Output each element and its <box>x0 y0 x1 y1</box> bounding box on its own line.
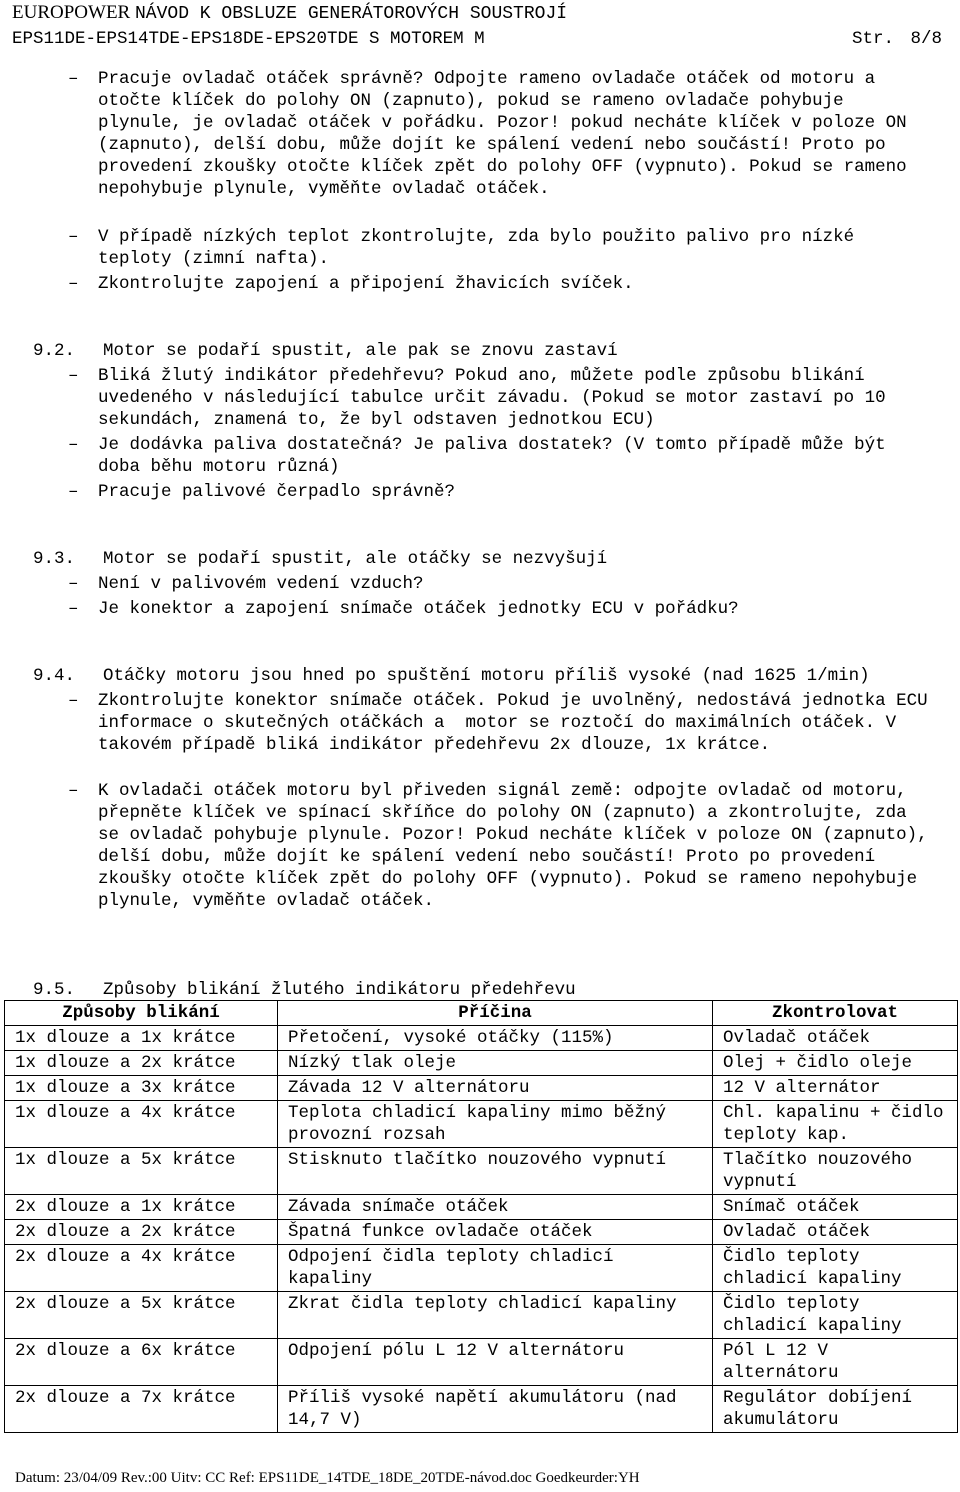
cell-cause: Špatná funkce ovladače otáček <box>278 1220 713 1245</box>
page-label: Str. <box>851 29 894 49</box>
cell-cause: Teplota chladicí kapaliny mimo běžný provozní rozsah <box>278 1101 713 1148</box>
cell-check: Chl. kapalinu + čidlo teploty kap. <box>713 1101 958 1148</box>
cell-check: 12 V alternátor <box>713 1076 958 1101</box>
cell-check: Snímač otáček <box>713 1195 958 1220</box>
table-header-row <box>5 1001 958 1026</box>
list-item <box>68 481 938 503</box>
bullet-text: Pracuje palivové čerpadlo správně? <box>98 482 456 502</box>
dash-marker: – <box>68 435 79 455</box>
cell-check: Čidlo teploty chladicí kapaliny <box>713 1245 958 1292</box>
table-row <box>5 1386 958 1433</box>
bullet-text: Není v palivovém vedení vzduch? <box>98 574 424 594</box>
brand-name: EUROPOWER <box>12 2 131 23</box>
list-item <box>68 434 938 478</box>
table-row <box>5 1026 958 1051</box>
cell-check: Tlačítko nouzového vypnutí <box>713 1148 958 1195</box>
cell-check: Ovladač otáček <box>713 1220 958 1245</box>
section-number: 9.2. <box>33 341 76 361</box>
dash-marker: – <box>68 482 79 502</box>
section-heading <box>12 643 870 687</box>
model-line: EPS11DE-EPS14TDE-EPS18DE-EPS20TDE S MOTOREM M <box>12 29 485 49</box>
document-title: NÁVOD K OBSLUZE GENERÁTOROVÝCH SOUSTROJÍ <box>134 4 568 24</box>
cell-cause: Závada snímače otáček <box>278 1195 713 1220</box>
bullet-text: Zkontrolujte zapojení a připojení žhavicích svíček. <box>98 274 634 294</box>
list-item <box>68 598 938 620</box>
table-row <box>5 1051 958 1076</box>
cell-check: Pól L 12 V alternátoru <box>713 1339 958 1386</box>
dash-marker: – <box>68 366 79 386</box>
table-row <box>5 1101 958 1148</box>
cell-blink-pattern: 1x dlouze a 2x krátce <box>5 1051 278 1076</box>
section-number: 9.4. <box>33 666 76 686</box>
list-item <box>68 273 938 295</box>
list-item <box>68 68 938 200</box>
section-number: 9.3. <box>33 549 76 569</box>
list-item <box>68 780 938 912</box>
list-item <box>68 690 938 756</box>
cell-blink-pattern: 2x dlouze a 4x krátce <box>5 1245 278 1292</box>
list-item <box>68 226 938 270</box>
table-row <box>5 1339 958 1386</box>
dash-marker: – <box>68 274 79 294</box>
column-header-blink-pattern: Způsoby blikání <box>5 1001 278 1026</box>
cell-check: Čidlo teploty chladicí kapaliny <box>713 1292 958 1339</box>
section-heading <box>12 318 618 362</box>
cell-blink-pattern: 1x dlouze a 1x krátce <box>5 1026 278 1051</box>
bullet-text: Je dodávka paliva dostatečná? Je paliva dostatek? (V tomto případě může být doba běhu motoru různá) <box>98 435 897 477</box>
page-number: 8/8 <box>910 29 942 49</box>
bullet-text: Zkontrolujte konektor snímače otáček. Pokud je uvolněný, nedostává jednotka ECU informace o skutečných otáčkách a motor se roztočí do maximálních otáček. V takovém případě bliká indikátor předehřevu 2x dlouze, 1x krátce. <box>98 691 939 755</box>
section-heading <box>12 526 607 570</box>
table-row <box>5 1148 958 1195</box>
dash-marker: – <box>68 599 79 619</box>
cell-blink-pattern: 2x dlouze a 1x krátce <box>5 1195 278 1220</box>
table-row <box>5 1245 958 1292</box>
cell-cause: Příliš vysoké napětí akumulátoru (nad 14,7 V) <box>278 1386 713 1433</box>
cell-cause: Stisknuto tlačítko nouzového vypnutí <box>278 1148 713 1195</box>
cell-blink-pattern: 2x dlouze a 2x krátce <box>5 1220 278 1245</box>
cell-cause: Závada 12 V alternátoru <box>278 1076 713 1101</box>
table-row <box>5 1220 958 1245</box>
list-item <box>68 573 938 595</box>
table-row <box>5 1292 958 1339</box>
column-header-cause: Příčina <box>278 1001 713 1026</box>
cell-cause: Odpojení pólu L 12 V alternátoru <box>278 1339 713 1386</box>
header-title-line <box>12 2 567 25</box>
cell-blink-pattern: 2x dlouze a 7x krátce <box>5 1386 278 1433</box>
blink-codes-table <box>4 1000 958 1433</box>
dash-marker: – <box>68 574 79 594</box>
cell-blink-pattern: 1x dlouze a 5x krátce <box>5 1148 278 1195</box>
section-title: Motor se podaří spustit, ale pak se znovu zastaví <box>103 341 618 361</box>
cell-blink-pattern: 2x dlouze a 6x krátce <box>5 1339 278 1386</box>
bullet-text: Bliká žlutý indikátor předehřevu? Pokud ano, můžete podle způsobu blikání uvedeného v následující tabulce určit závadu. (Pokud se motor zastaví po 10 sekundách, znamená to, že byl odstaven jednotkou ECU) <box>98 366 897 430</box>
cell-check: Ovladač otáček <box>713 1026 958 1051</box>
cell-cause: Nízký tlak oleje <box>278 1051 713 1076</box>
section-heading <box>12 957 576 1001</box>
cell-cause: Přetočení, vysoké otáčky (115%) <box>278 1026 713 1051</box>
cell-blink-pattern: 1x dlouze a 4x krátce <box>5 1101 278 1148</box>
cell-check: Regulátor dobíjení akumulátoru <box>713 1386 958 1433</box>
dash-marker: – <box>68 227 79 247</box>
section-title: Otáčky motoru jsou hned po spuštění motoru příliš vysoké (nad 1625 1/min) <box>103 666 870 686</box>
dash-marker: – <box>68 691 79 711</box>
table-row <box>5 1076 958 1101</box>
cell-blink-pattern: 2x dlouze a 5x krátce <box>5 1292 278 1339</box>
bullet-text: Pracuje ovladač otáček správně? Odpojte rameno ovladače otáček od motoru a otočte klíček do polohy ON (zapnuto), pokud se rameno ovladače pohybuje plynule, je ovladač otáček v pořádku. Pozor! pokud necháte klíček v poloze ON (zapnuto), delší dobu, může dojít ke spálení vedení nebo součástí! Proto po provedení zkoušky otočte klíček zpět do polohy OFF (vypnuto). Pokud se rameno nepohybuje plynule, vyměňte ovladač otáček. <box>98 69 918 199</box>
cell-cause: Odpojení čidla teploty chladicí kapaliny <box>278 1245 713 1292</box>
bullet-text: K ovladači otáček motoru byl přiveden signál země: odpojte ovladač od motoru, přepněte klíček ve spínací skříňce do polohy ON (zapnuto) a zkontrolujte, zda se ovladač pohybuje plynule. Pozor! Pokud necháte klíček v poloze ON (zapnuto), delší dobu, může dojít ke spálení vedení nebo součástí! Proto po provedení zkoušky otočte klíček zpět do polohy OFF (vypnuto). Pokud se rameno nepohybuje plynule, vyměňte ovladač otáček. <box>98 781 939 911</box>
bullet-text: Je konektor a zapojení snímače otáček jednotky ECU v pořádku? <box>98 599 739 619</box>
table-row <box>5 1195 958 1220</box>
list-item <box>68 365 938 431</box>
cell-blink-pattern: 1x dlouze a 3x krátce <box>5 1076 278 1101</box>
column-header-check: Zkontrolovat <box>713 1001 958 1026</box>
page-footer: Datum: 23/04/09 Rev.:00 Uitv: CC Ref: EPS11DE_14TDE_18DE_20TDE-návod.doc Goedkeurder:YH <box>15 1470 640 1486</box>
cell-check: Olej + čidlo oleje <box>713 1051 958 1076</box>
section-title: Motor se podaří spustit, ale otáčky se nezvyšují <box>103 549 608 569</box>
section-number: 9.5. <box>33 980 76 1000</box>
cell-cause: Zkrat čidla teploty chladicí kapaliny <box>278 1292 713 1339</box>
section-title: Způsoby blikání žlutého indikátoru předehřevu <box>103 980 576 1000</box>
dash-marker: – <box>68 69 79 89</box>
bullet-text: V případě nízkých teplot zkontrolujte, zda bylo použito palivo pro nízké teploty (zimní nafta). <box>98 227 865 269</box>
dash-marker: – <box>68 781 79 801</box>
